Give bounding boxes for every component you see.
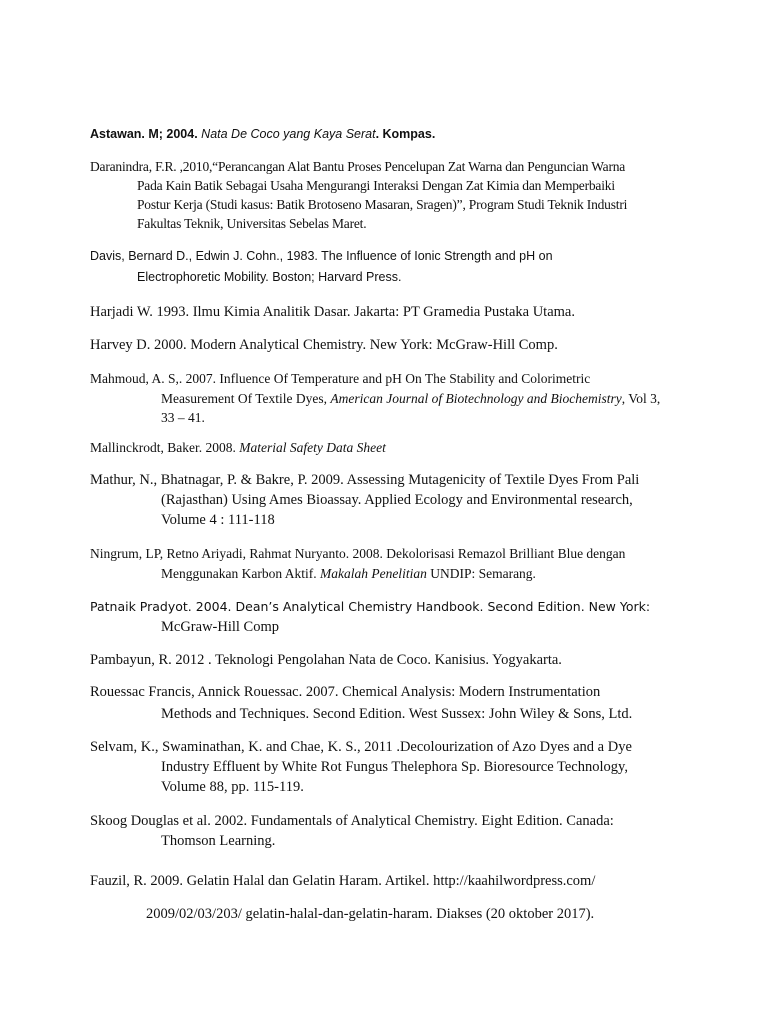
selvam-line-3: Volume 88, pp. 115-119. (161, 779, 304, 795)
reference-patnaik (90, 596, 690, 637)
skoog-line-1: Skoog Douglas et al. 2002. Fundamentals of Analytical Chemistry. Eight Edition. Canada: (90, 813, 614, 829)
davis-line-2: Electrophoretic Mobility. Boston; Harvard Press. (137, 270, 402, 284)
mahmoud-line-1: Mahmoud, A. S,. 2007. Influence Of Temperature and pH On The Stability and Colorimetric (90, 371, 591, 386)
reference-fauzil (90, 871, 690, 924)
daranindra-line-4: Fakultas Teknik, Universitas Sebelas Maret. (137, 216, 367, 231)
pambayun-line-1: Pambayun, R. 2012 . Teknologi Pengolahan Nata de Coco. Kanisius. Yogyakarta. (90, 652, 562, 668)
ningrum-line-2-post: UNDIP: Semarang. (426, 565, 536, 581)
selvam-line-1: Selvam, K., Swaminathan, K. and Chae, K. S., 2011 .Decolourization of Azo Dyes and a Dye (90, 739, 632, 755)
astawan-title: Nata De Coco yang Kaya Serat (201, 127, 376, 141)
mahmoud-line-3: 33 – 41. (161, 410, 205, 425)
reference-pambayun (90, 650, 690, 670)
reference-davis (90, 246, 690, 288)
daranindra-line-1: Daranindra, F.R. ,2010,“Perancangan Alat Bantu Proses Pencelupan Zat Warna dan Penguncian Warna (90, 159, 626, 174)
rouessac-line-1: Rouessac Francis, Annick Rouessac. 2007. Chemical Analysis: Modern Instrumentation (90, 684, 601, 700)
reference-ningrum (90, 544, 690, 583)
reference-harvey (90, 335, 690, 355)
selvam-line-2: Industry Effluent by White Rot Fungus Thelephora Sp. Bioresource Technology, (161, 759, 628, 775)
ningrum-italic: Makalah Penelitian (319, 565, 427, 581)
mathur-line-2: (Rajasthan) Using Ames Bioassay. Applied Ecology and Environmental research, (161, 492, 633, 508)
reference-mallinckrodt (90, 438, 690, 458)
harvey-line-1: Harvey D. 2000. Modern Analytical Chemistry. New York: McGraw-Hill Comp. (90, 337, 558, 353)
mahmoud-line-2-post: , Vol 3, (621, 390, 661, 406)
ningrum-line-2-pre: Menggunakan Karbon Aktif. (161, 565, 320, 581)
reference-selvam (90, 737, 690, 797)
patnaik-line-1: Patnaik Pradyot. 2004. Dean’s Analytical Chemistry Handbook. Second Edition. New York: (90, 599, 651, 614)
ningrum-line-1: Ningrum, LP, Retno Ariyadi, Rahmat Nuryanto. 2008. Dekolorisasi Remazol Brilliant Blue dengan (90, 546, 626, 561)
reference-harjadi (90, 302, 690, 322)
reference-skoog (90, 811, 690, 851)
reference-daranindra (90, 157, 690, 233)
reference-mathur (90, 470, 690, 530)
mathur-line-3: Volume 4 : 111-118 (161, 512, 275, 528)
patnaik-line-2: McGraw-Hill Comp (161, 619, 279, 635)
rouessac-line-2: Methods and Techniques. Second Edition. West Sussex: John Wiley & Sons, Ltd. (161, 706, 633, 722)
mahmoud-line-2-pre: Measurement Of Textile Dyes, (161, 390, 331, 406)
harjadi-line-1: Harjadi W. 1993. Ilmu Kimia Analitik Dasar. Jakarta: PT Gramedia Pustaka Utama. (90, 304, 575, 320)
mahmoud-journal: American Journal of Biotechnology and Biochemistry (330, 390, 622, 406)
fauzil-line-1: Fauzil, R. 2009. Gelatin Halal dan Gelatin Haram. Artikel. http://kaahilwordpress.com/ (90, 873, 596, 889)
mathur-line-1: Mathur, N., Bhatnagar, P. & Bakre, P. 2009. Assessing Mutagenicity of Textile Dyes From Pali (90, 472, 640, 488)
reference-astawan (90, 123, 690, 145)
reference-mahmoud (90, 369, 690, 428)
fauzil-line-2: 2009/02/03/203/ gelatin-halal-dan-gelatin-haram. Diakses (20 oktober 2017). (146, 906, 595, 922)
mallinckrodt-title: Material Safety Data Sheet (239, 440, 386, 455)
skoog-line-2: Thomson Learning. (161, 833, 276, 849)
reference-rouessac (90, 682, 690, 724)
daranindra-line-3: Postur Kerja (Studi kasus: Batik Brotoseno Masaran, Sragen)”, Program Studi Teknik Industri (137, 197, 628, 212)
davis-line-1: Davis, Bernard D., Edwin J. Cohn., 1983. The Influence of Ionic Strength and pH on (90, 249, 553, 263)
astawan-authors: Astawan. M; 2004. (90, 127, 198, 141)
astawan-publisher: . Kompas. (375, 127, 436, 141)
mallinckrodt-pre: Mallinckrodt, Baker. 2008. (90, 440, 240, 455)
daranindra-line-2: Pada Kain Batik Sebagai Usaha Mengurangi Interaksi Dengan Zat Kimia dan Memperbaiki (137, 178, 615, 193)
